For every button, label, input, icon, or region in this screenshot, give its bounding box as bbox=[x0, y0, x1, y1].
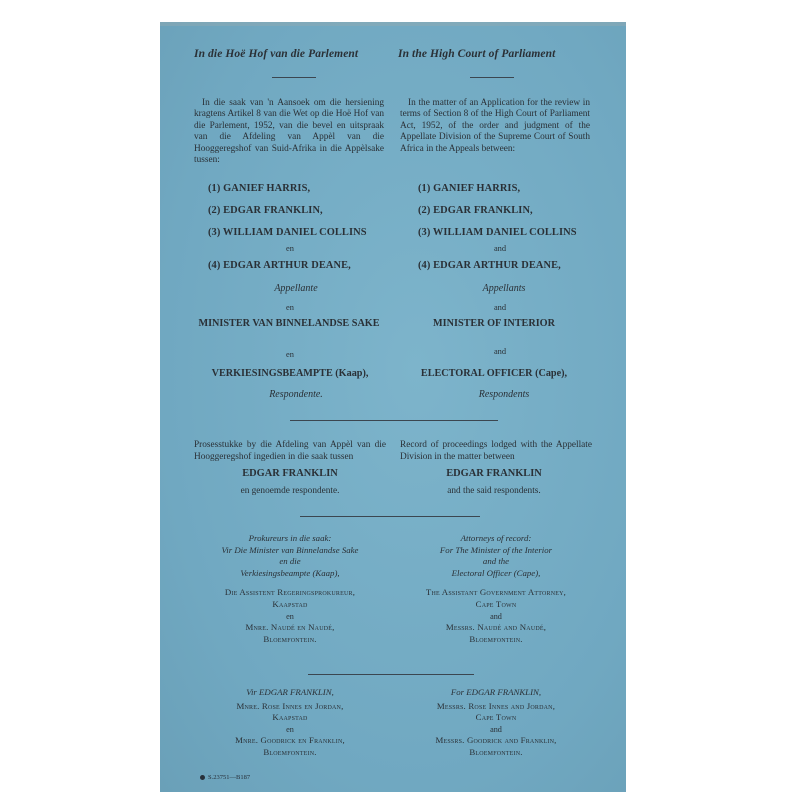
document-page bbox=[160, 22, 626, 792]
party-4-left: (4) EDGAR ARTHUR DEANE, bbox=[208, 260, 351, 271]
franklin-firm2-left: Mnre. Goodrick en Franklin, bbox=[235, 735, 345, 746]
attorneys-city2-right: Bloemfontein. bbox=[469, 633, 523, 644]
appellants-left: Appellante bbox=[274, 283, 318, 294]
conj-left-2: en bbox=[286, 303, 294, 312]
minister-left: MINISTER VAN BINNELANDSE SAKE bbox=[198, 318, 380, 329]
franklin-join-right: and bbox=[490, 724, 502, 734]
intro-afrikaans: In die saak van 'n Aansoek om die hersiening kragtens Artikel 8 van die Wet op die Hoë Hof van die Parlement, 1952, van die bevel en uitspraak van die Afdeling van Appèl van die Hooggeregshof van Suid-Afrika in die Appèlsake tussen: bbox=[194, 98, 384, 166]
attorneys-block-right bbox=[396, 533, 596, 645]
attorneys-title-right: Attorneys of record: bbox=[460, 533, 532, 543]
officer-left: VERKIESINGSBEAMPTE (Kaap), bbox=[211, 368, 369, 379]
record-name-right: EDGAR FRANKLIN bbox=[446, 468, 542, 479]
party-1-left: (1) GANIEF HARRIS, bbox=[208, 183, 311, 194]
conj-right-1: and bbox=[493, 244, 507, 253]
conj-right-2: and bbox=[493, 303, 507, 312]
officer-right: ELECTORAL OFFICER (Cape), bbox=[420, 368, 568, 379]
intro-english: In the matter of an Application for the review in terms of Section 8 of the High Court of Parliament Act, 1952, of the order and judgment of the Appellate Division of the Supreme Court of South Africa in the Appeals between: bbox=[400, 98, 590, 154]
attorneys-city1-left: Kaapstad bbox=[272, 598, 308, 609]
franklin-firm1-right: Messrs. Rose Innes and Jordan, bbox=[436, 700, 556, 711]
record-name-left: EDGAR FRANKLIN bbox=[242, 468, 338, 479]
attorneys-firm1-left: Die Assistent Regeringsprokureur, bbox=[224, 587, 356, 598]
printer-emblem-icon bbox=[200, 775, 205, 780]
attorneys-firm1-right: The Assistant Government Attorney, bbox=[425, 587, 567, 598]
header-english: In the High Court of Parliament bbox=[398, 48, 556, 60]
header-rule-left bbox=[272, 77, 316, 78]
franklin-for-left: Vir EDGAR FRANKLIN, bbox=[246, 687, 334, 697]
attorneys-for3-right: Electoral Officer (Cape), bbox=[451, 567, 541, 578]
printer-mark bbox=[200, 774, 250, 781]
section-rule-1 bbox=[290, 420, 498, 421]
attorneys-for2-left: en die bbox=[279, 556, 301, 567]
attorneys-city1-right: Cape Town bbox=[475, 598, 517, 609]
attorneys-city2-left: Bloemfontein. bbox=[263, 633, 317, 644]
section-rule-2 bbox=[300, 516, 480, 517]
franklin-join-left: en bbox=[286, 724, 294, 734]
attorneys-join-left: en bbox=[286, 611, 294, 621]
attorneys-for1-left: Vir Die Minister van Binnelandse Sake bbox=[221, 544, 359, 555]
party-1-right: (1) GANIEF HARRIS, bbox=[418, 183, 521, 194]
attorneys-for3-left: Verkiesingsbeampte (Kaap), bbox=[240, 567, 340, 578]
respondents-left: Respondente. bbox=[269, 389, 323, 400]
party-3-right: (3) WILLIAM DANIEL COLLINS bbox=[418, 227, 577, 238]
header-afrikaans: In die Hoë Hof van die Parlement bbox=[194, 48, 359, 60]
franklin-city2-left: Bloemfontein. bbox=[263, 746, 317, 757]
header-rule-right bbox=[470, 77, 514, 78]
conj-left-1: en bbox=[286, 244, 294, 253]
printer-code: S.23751—B187 bbox=[208, 774, 251, 781]
party-2-left: (2) EDGAR FRANKLIN, bbox=[208, 205, 323, 216]
attorneys-for1-right: For The Minister of the Interior bbox=[439, 544, 553, 555]
attorneys-title-left: Prokureurs in die saak: bbox=[248, 533, 332, 543]
franklin-firm2-right: Messrs. Goodrick and Franklin, bbox=[435, 735, 557, 746]
attorneys-join-right: and bbox=[490, 611, 502, 621]
franklin-attorneys-left bbox=[190, 687, 390, 759]
party-4-right: (4) EDGAR ARTHUR DEANE, bbox=[418, 260, 561, 271]
record-tail-left: en genoemde respondente. bbox=[240, 486, 340, 496]
franklin-city2-right: Bloemfontein. bbox=[469, 746, 523, 757]
franklin-firm1-left: Mnre. Rose Innes en Jordan, bbox=[236, 700, 344, 711]
minister-right: MINISTER OF INTERIOR bbox=[433, 318, 555, 329]
franklin-attorneys-right bbox=[396, 687, 596, 759]
party-3-left: (3) WILLIAM DANIEL COLLINS bbox=[208, 227, 367, 238]
attorneys-firm2-left: Mnre. Naudé en Naudé, bbox=[245, 622, 335, 633]
page-edge bbox=[160, 22, 626, 26]
attorneys-for2-right: and the bbox=[482, 556, 510, 567]
franklin-city1-right: Cape Town bbox=[475, 712, 517, 723]
party-2-right: (2) EDGAR FRANKLIN, bbox=[418, 205, 533, 216]
attorneys-block-left bbox=[190, 533, 390, 645]
franklin-for-right: For EDGAR FRANKLIN, bbox=[450, 687, 542, 697]
record-tail-right: and the said respondents. bbox=[447, 486, 541, 496]
conj-right-3: and bbox=[493, 347, 507, 356]
franklin-city1-left: Kaapstad bbox=[272, 712, 308, 723]
attorneys-firm2-right: Messrs. Naudé and Naudé, bbox=[445, 622, 547, 633]
record-english: Record of proceedings lodged with the Appellate Division in the matter between bbox=[400, 440, 592, 462]
appellants-right: Appellants bbox=[482, 283, 526, 294]
section-rule-3 bbox=[308, 674, 474, 675]
record-afrikaans: Prosesstukke by die Afdeling van Appèl van die Hooggeregshof ingedien in die saak tussen bbox=[194, 440, 386, 462]
respondents-right: Respondents bbox=[478, 389, 530, 400]
conj-left-3: en bbox=[286, 350, 294, 359]
